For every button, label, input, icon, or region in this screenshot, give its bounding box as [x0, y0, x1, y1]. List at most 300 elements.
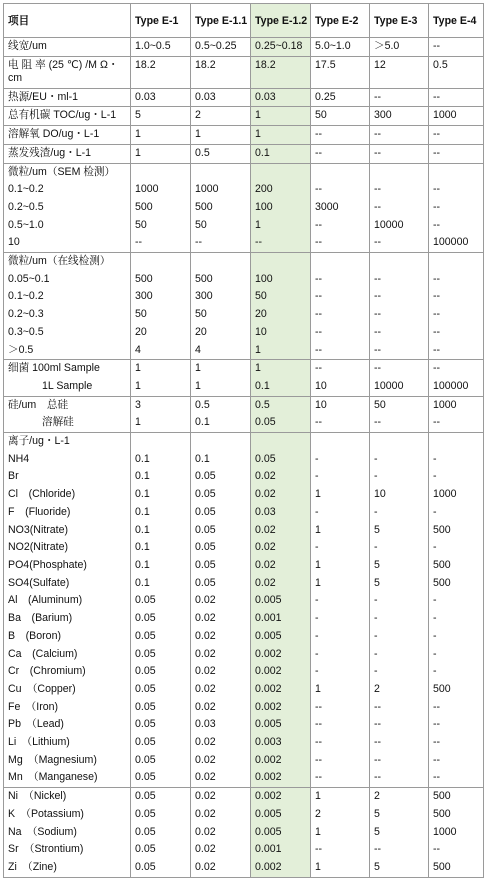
value-cell: -- — [429, 288, 484, 306]
row-label: 离子/ug・L-1 — [4, 433, 131, 451]
value-cell: 50 — [370, 396, 429, 414]
header-cell: Type E-1.2 — [251, 4, 311, 38]
table-row — [4, 859, 484, 877]
value-cell: 0.002 — [251, 788, 311, 806]
value-cell — [191, 163, 251, 181]
value-cell: 0.02 — [191, 663, 251, 681]
value-cell: 0.05 — [131, 663, 191, 681]
value-cell: 0.02 — [191, 752, 251, 770]
value-cell: -- — [311, 734, 370, 752]
row-label: Pb （Lead) — [4, 716, 131, 734]
value-cell: - — [370, 610, 429, 628]
value-cell: -- — [370, 324, 429, 342]
value-cell: 0.001 — [251, 841, 311, 859]
table-row — [4, 234, 484, 252]
value-cell: - — [429, 504, 484, 522]
value-cell: -- — [311, 306, 370, 324]
value-cell: - — [370, 504, 429, 522]
row-label: 0.2~0.3 — [4, 306, 131, 324]
table-row — [4, 126, 484, 145]
row-label: NO3(Nitrate) — [4, 522, 131, 540]
value-cell: -- — [429, 716, 484, 734]
value-cell: -- — [370, 181, 429, 199]
value-cell: - — [311, 663, 370, 681]
value-cell: 0.005 — [251, 716, 311, 734]
table-row — [4, 38, 484, 57]
value-cell: -- — [191, 234, 251, 252]
value-cell: - — [311, 451, 370, 469]
value-cell: 0.1 — [251, 378, 311, 396]
value-cell: - — [370, 592, 429, 610]
value-cell: 1 — [131, 360, 191, 378]
value-cell: 0.05 — [131, 716, 191, 734]
value-cell: -- — [429, 199, 484, 217]
value-cell: 0.25 — [311, 88, 370, 107]
value-cell — [191, 253, 251, 271]
row-label: 0.2~0.5 — [4, 199, 131, 217]
value-cell: - — [311, 504, 370, 522]
value-cell: 500 — [429, 575, 484, 593]
value-cell: 0.005 — [251, 628, 311, 646]
value-cell: 0.05 — [251, 451, 311, 469]
value-cell: 1 — [311, 486, 370, 504]
value-cell: -- — [311, 769, 370, 787]
value-cell: 0.02 — [191, 824, 251, 842]
value-cell: 0.5 — [191, 144, 251, 163]
value-cell: -- — [429, 342, 484, 360]
value-cell: -- — [311, 217, 370, 235]
table-row — [4, 522, 484, 540]
value-cell: 5 — [370, 557, 429, 575]
value-cell: 0.03 — [191, 88, 251, 107]
value-cell: 1000 — [429, 396, 484, 414]
value-cell: -- — [370, 288, 429, 306]
value-cell: 50 — [131, 217, 191, 235]
row-label: Br — [4, 468, 131, 486]
row-label: Ni （Nickel) — [4, 788, 131, 806]
table-row — [4, 610, 484, 628]
value-cell: -- — [370, 144, 429, 163]
value-cell: 10000 — [370, 217, 429, 235]
value-cell: 10 — [251, 324, 311, 342]
value-cell: -- — [429, 271, 484, 289]
value-cell — [311, 163, 370, 181]
value-cell: -- — [311, 271, 370, 289]
value-cell: - — [370, 628, 429, 646]
value-cell: -- — [311, 699, 370, 717]
table-row — [4, 451, 484, 469]
value-cell: 0.05 — [131, 824, 191, 842]
value-cell: 0.05 — [251, 414, 311, 432]
value-cell: ＞5.0 — [370, 38, 429, 57]
value-cell: 1 — [251, 107, 311, 126]
value-cell: 1 — [251, 126, 311, 145]
row-label: 热源/EU・ml-1 — [4, 88, 131, 107]
value-cell: - — [311, 610, 370, 628]
value-cell: -- — [370, 342, 429, 360]
value-cell: - — [429, 539, 484, 557]
value-cell: 0.05 — [191, 557, 251, 575]
value-cell: 0.1 — [131, 504, 191, 522]
row-label: 微粒/um（在线检测） — [4, 253, 131, 271]
value-cell: 50 — [311, 107, 370, 126]
value-cell: 1000 — [429, 486, 484, 504]
value-cell: 100 — [251, 271, 311, 289]
value-cell: 1 — [311, 859, 370, 877]
value-cell: 0.5~0.25 — [191, 38, 251, 57]
value-cell: 50 — [191, 306, 251, 324]
value-cell: 0.02 — [191, 592, 251, 610]
value-cell: -- — [311, 288, 370, 306]
value-cell: -- — [311, 342, 370, 360]
value-cell: 0.05 — [131, 806, 191, 824]
row-label: 总有机碳 TOC/ug・L-1 — [4, 107, 131, 126]
row-label: SO4(Sulfate) — [4, 575, 131, 593]
value-cell: 0.1 — [131, 522, 191, 540]
table-row — [4, 468, 484, 486]
value-cell: 0.02 — [191, 681, 251, 699]
value-cell: 0.02 — [251, 486, 311, 504]
row-label: Sr （Strontium) — [4, 841, 131, 859]
value-cell: 0.005 — [251, 824, 311, 842]
value-cell: 0.05 — [131, 681, 191, 699]
value-cell: 0.05 — [131, 646, 191, 664]
value-cell: 0.02 — [191, 806, 251, 824]
row-label: 细菌 100ml Sample — [4, 360, 131, 378]
value-cell: 0.02 — [191, 788, 251, 806]
value-cell: 0.05 — [191, 504, 251, 522]
value-cell: 1 — [251, 360, 311, 378]
value-cell: 0.02 — [191, 841, 251, 859]
value-cell — [370, 433, 429, 451]
row-label: 溶解氧 DO/ug・L-1 — [4, 126, 131, 145]
table-row — [4, 378, 484, 396]
value-cell — [251, 253, 311, 271]
value-cell: 0.05 — [131, 734, 191, 752]
value-cell: 2 — [370, 681, 429, 699]
value-cell: -- — [370, 126, 429, 145]
header-cell: 项目 — [4, 4, 131, 38]
value-cell: - — [311, 628, 370, 646]
value-cell: 0.02 — [191, 646, 251, 664]
row-label: Mg （Magnesium) — [4, 752, 131, 770]
value-cell: -- — [311, 360, 370, 378]
table-row — [4, 628, 484, 646]
value-cell: 0.05 — [191, 468, 251, 486]
value-cell — [131, 163, 191, 181]
value-cell: -- — [429, 414, 484, 432]
table-row — [4, 504, 484, 522]
table-row — [4, 788, 484, 806]
table-row — [4, 539, 484, 557]
value-cell: 3 — [131, 396, 191, 414]
value-cell: 0.002 — [251, 859, 311, 877]
value-cell — [370, 163, 429, 181]
value-cell: 0.03 — [191, 716, 251, 734]
value-cell: 0.02 — [191, 859, 251, 877]
table-row — [4, 253, 484, 271]
value-cell: -- — [370, 360, 429, 378]
value-cell: 50 — [131, 306, 191, 324]
value-cell: 0.02 — [251, 575, 311, 593]
value-cell: 0.03 — [251, 504, 311, 522]
value-cell — [311, 433, 370, 451]
table-row — [4, 806, 484, 824]
row-label: F (Fluoride) — [4, 504, 131, 522]
value-cell: 0.1 — [131, 575, 191, 593]
value-cell: 500 — [429, 522, 484, 540]
value-cell: 0.02 — [191, 699, 251, 717]
value-cell: 1 — [311, 575, 370, 593]
value-cell: 5 — [370, 824, 429, 842]
value-cell: 0.002 — [251, 646, 311, 664]
value-cell: 300 — [191, 288, 251, 306]
value-cell: 500 — [131, 271, 191, 289]
value-cell: -- — [311, 841, 370, 859]
value-cell: 12 — [370, 56, 429, 88]
value-cell: 0.05 — [131, 841, 191, 859]
row-label: Cr (Chromium) — [4, 663, 131, 681]
value-cell: 20 — [131, 324, 191, 342]
table-row — [4, 288, 484, 306]
row-label: NH4 — [4, 451, 131, 469]
value-cell: 0.1 — [191, 414, 251, 432]
header-cell: Type E-4 — [429, 4, 484, 38]
value-cell: 18.2 — [251, 56, 311, 88]
value-cell: -- — [370, 199, 429, 217]
row-label: 微粒/um（SEM 检测） — [4, 163, 131, 181]
value-cell: - — [370, 451, 429, 469]
value-cell: 300 — [131, 288, 191, 306]
value-cell: 0.02 — [251, 539, 311, 557]
value-cell: -- — [370, 752, 429, 770]
value-cell: 500 — [429, 681, 484, 699]
value-cell: -- — [429, 88, 484, 107]
value-cell: 10 — [311, 396, 370, 414]
header-cell: Type E-1.1 — [191, 4, 251, 38]
row-label: 0.1~0.2 — [4, 288, 131, 306]
value-cell: -- — [429, 38, 484, 57]
table-row — [4, 342, 484, 360]
value-cell: 0.1 — [191, 451, 251, 469]
value-cell: 4 — [131, 342, 191, 360]
value-cell: -- — [429, 699, 484, 717]
value-cell: - — [370, 646, 429, 664]
value-cell: 0.05 — [191, 486, 251, 504]
value-cell: -- — [370, 734, 429, 752]
value-cell: 0.001 — [251, 610, 311, 628]
value-cell: - — [429, 663, 484, 681]
value-cell: 0.25~0.18 — [251, 38, 311, 57]
value-cell: - — [370, 663, 429, 681]
value-cell: 0.05 — [131, 699, 191, 717]
value-cell: -- — [370, 841, 429, 859]
value-cell: 0.05 — [131, 859, 191, 877]
value-cell: 0.03 — [251, 88, 311, 107]
row-label: 电 阻 率 (25 ℃) /M Ω・cm — [4, 56, 131, 88]
table-row — [4, 217, 484, 235]
value-cell — [131, 433, 191, 451]
value-cell: 0.5 — [191, 396, 251, 414]
row-label: Cu （Copper) — [4, 681, 131, 699]
value-cell: -- — [370, 306, 429, 324]
value-cell: 5.0~1.0 — [311, 38, 370, 57]
value-cell: 1000 — [191, 181, 251, 199]
table-row — [4, 360, 484, 378]
value-cell: 10 — [311, 378, 370, 396]
value-cell: 1 — [311, 681, 370, 699]
value-cell: -- — [429, 306, 484, 324]
table-row — [4, 433, 484, 451]
value-cell: 0.1 — [131, 451, 191, 469]
value-cell: 1 — [191, 126, 251, 145]
table-row — [4, 324, 484, 342]
row-label: ＞0.5 — [4, 342, 131, 360]
value-cell: 500 — [191, 271, 251, 289]
row-label-text: 1L Sample — [42, 379, 93, 392]
row-label: Al (Aluminum) — [4, 592, 131, 610]
row-label: 硅/um 总硅 — [4, 396, 131, 414]
value-cell: -- — [429, 841, 484, 859]
value-cell: -- — [429, 217, 484, 235]
value-cell: 500 — [131, 199, 191, 217]
value-cell: 0.05 — [131, 769, 191, 787]
table-row — [4, 199, 484, 217]
value-cell: 100000 — [429, 234, 484, 252]
value-cell: - — [429, 646, 484, 664]
value-cell: 1 — [191, 360, 251, 378]
value-cell: - — [370, 468, 429, 486]
value-cell: 1 — [311, 557, 370, 575]
value-cell: 500 — [429, 788, 484, 806]
value-cell: -- — [370, 271, 429, 289]
table-row — [4, 752, 484, 770]
table-row — [4, 841, 484, 859]
value-cell: 0.05 — [191, 575, 251, 593]
row-label: 0.05~0.1 — [4, 271, 131, 289]
value-cell: -- — [370, 716, 429, 734]
value-cell: 1 — [311, 824, 370, 842]
value-cell: 1 — [131, 414, 191, 432]
row-label: K （Potassium) — [4, 806, 131, 824]
value-cell: - — [311, 539, 370, 557]
value-cell: 1 — [131, 378, 191, 396]
value-cell: - — [370, 539, 429, 557]
value-cell: - — [311, 646, 370, 664]
value-cell — [370, 253, 429, 271]
value-cell: 20 — [191, 324, 251, 342]
value-cell: -- — [429, 769, 484, 787]
value-cell: 0.05 — [131, 752, 191, 770]
table-row — [4, 163, 484, 181]
value-cell: 5 — [131, 107, 191, 126]
value-cell: -- — [311, 324, 370, 342]
value-cell — [251, 163, 311, 181]
value-cell: 100000 — [429, 378, 484, 396]
value-cell: -- — [429, 734, 484, 752]
value-cell: 0.1 — [131, 486, 191, 504]
table-row — [4, 396, 484, 414]
value-cell: 0.02 — [251, 522, 311, 540]
value-cell: -- — [251, 234, 311, 252]
value-cell: -- — [311, 752, 370, 770]
value-cell: 5 — [370, 806, 429, 824]
value-cell: -- — [429, 126, 484, 145]
value-cell: 1000 — [429, 824, 484, 842]
value-cell: 18.2 — [191, 56, 251, 88]
value-cell: 1000 — [429, 107, 484, 126]
row-label: Ca (Calcium) — [4, 646, 131, 664]
value-cell: -- — [429, 181, 484, 199]
table-row — [4, 181, 484, 199]
value-cell: 2 — [311, 806, 370, 824]
table-row — [4, 646, 484, 664]
value-cell: 0.05 — [131, 610, 191, 628]
value-cell: -- — [131, 234, 191, 252]
value-cell: 0.02 — [191, 734, 251, 752]
header-cell: Type E-2 — [311, 4, 370, 38]
value-cell: -- — [429, 752, 484, 770]
value-cell: 50 — [251, 288, 311, 306]
value-cell: 0.02 — [191, 628, 251, 646]
value-cell: 0.02 — [191, 610, 251, 628]
value-cell: 0.1 — [251, 144, 311, 163]
value-cell: 0.002 — [251, 663, 311, 681]
table-row — [4, 144, 484, 163]
value-cell: 500 — [429, 806, 484, 824]
value-cell: 0.03 — [131, 88, 191, 107]
table-row — [4, 699, 484, 717]
row-label: 线宽/um — [4, 38, 131, 57]
row-label: Cl (Chloride) — [4, 486, 131, 504]
table-row — [4, 681, 484, 699]
value-cell: 1 — [251, 342, 311, 360]
value-cell: 0.005 — [251, 806, 311, 824]
table-row — [4, 769, 484, 787]
value-cell: 1 — [251, 217, 311, 235]
value-cell: - — [429, 628, 484, 646]
value-cell: 0.02 — [251, 468, 311, 486]
value-cell: 10 — [370, 486, 429, 504]
value-cell: 0.1 — [131, 539, 191, 557]
value-cell: 5 — [370, 859, 429, 877]
table-row — [4, 271, 484, 289]
value-cell: 300 — [370, 107, 429, 126]
value-cell — [429, 433, 484, 451]
value-cell: 10000 — [370, 378, 429, 396]
value-cell: - — [429, 451, 484, 469]
value-cell: 17.5 — [311, 56, 370, 88]
header-row — [4, 4, 484, 38]
value-cell: 500 — [429, 859, 484, 877]
table-row — [4, 306, 484, 324]
value-cell: 0.05 — [131, 592, 191, 610]
row-label: 0.1~0.2 — [4, 181, 131, 199]
value-cell: 500 — [429, 557, 484, 575]
value-cell: 18.2 — [131, 56, 191, 88]
table-row — [4, 56, 484, 88]
value-cell: -- — [311, 144, 370, 163]
value-cell — [429, 163, 484, 181]
row-label: Fe （Iron) — [4, 699, 131, 717]
table-row — [4, 557, 484, 575]
value-cell: 0.05 — [191, 522, 251, 540]
row-label: 蒸发残渣/ug・L-1 — [4, 144, 131, 163]
row-label: B (Boron) — [4, 628, 131, 646]
value-cell: -- — [370, 234, 429, 252]
value-cell: 0.5 — [429, 56, 484, 88]
value-cell: 0.003 — [251, 734, 311, 752]
